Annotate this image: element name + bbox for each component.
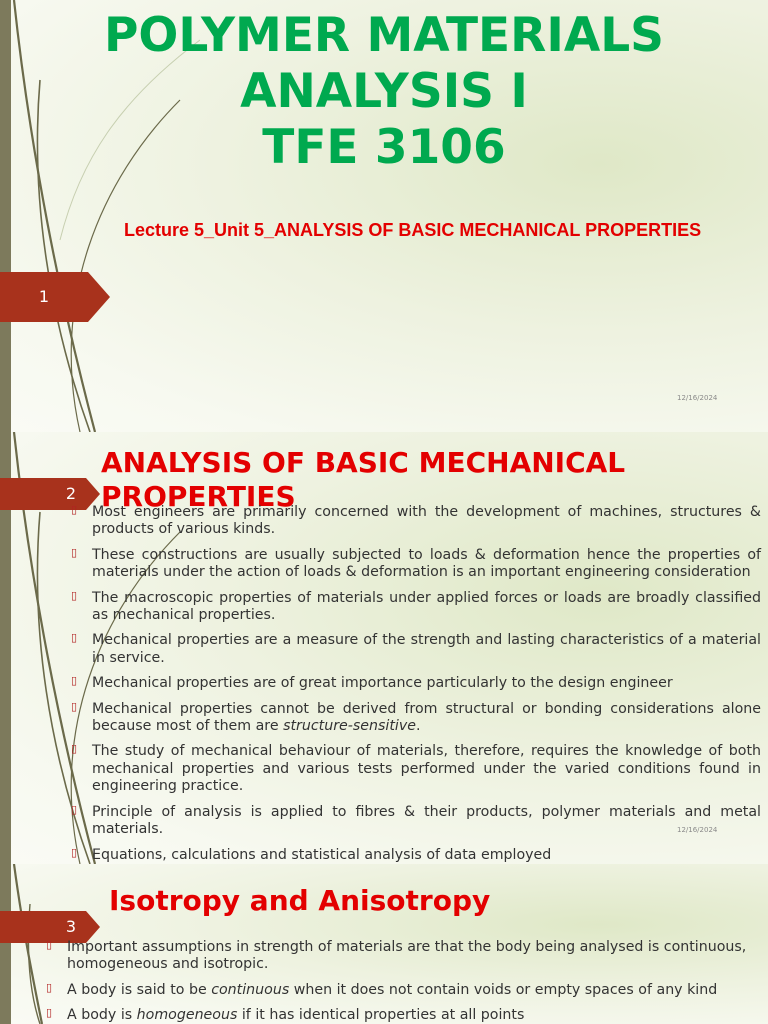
- list-item: ▯ Equations, calculations and statistical analysis of data employed: [71, 845, 552, 863]
- slide-title: ANALYSIS OF BASIC MECHANICAL PROPERTIES: [101, 446, 626, 513]
- bullet-marker: ▯: [71, 503, 78, 516]
- list-item: ▯ Most engineers are primarily concerned with the development of machines, structures & products of various kinds.: [71, 503, 761, 538]
- bullet-marker: ▯: [71, 588, 78, 602]
- bullet-marker: ▯: [71, 699, 78, 713]
- list-item: ▯ The macroscopic properties of materials under applied forces or loads are broadly classified as mechanical properties.: [71, 588, 761, 624]
- list-item: ▯ A body is said to be continuous when it does not contain voids or empty spaces of any kind: [46, 980, 718, 998]
- slide-title: [0, 8, 768, 176]
- slide-2: [0, 432, 768, 864]
- bullet-marker: ▯: [71, 802, 78, 816]
- list-item: ▯ A body is homogeneous if it has identical properties at all points: [46, 1006, 525, 1024]
- bullet-marker: ▯: [71, 845, 78, 859]
- list-item: ▯ The study of mechanical behaviour of materials, therefore, requires the knowledge of both mechanical properties and various tests performed under the varied conditions found in engineering practice.: [71, 742, 761, 795]
- slide-date: 12/16/2024: [677, 394, 718, 402]
- slide-date: 12/16/2024: [677, 826, 718, 834]
- lecture-subtitle: Lecture 5_Unit 5_ANALYSIS OF BASIC MECHANICAL PROPERTIES: [124, 220, 702, 240]
- slide-number: 1: [38, 287, 50, 306]
- bullet-marker: ▯: [46, 980, 53, 994]
- bullet-marker: ▯: [71, 742, 78, 756]
- list-item: ▯ Important assumptions in strength of materials are that the body being analysed is continuous, homogeneous and isotropic.: [46, 938, 747, 973]
- bullet-marker: ▯: [71, 631, 78, 645]
- slide-3: [0, 864, 768, 1024]
- slide-number: 2: [65, 484, 77, 503]
- bullet-marker: ▯: [46, 1006, 53, 1020]
- list-item: ▯ Principle of analysis is applied to fibres & their products, polymer materials and metal materials.: [71, 802, 761, 838]
- title-line-3: TFE 3106: [262, 120, 506, 175]
- bullet-marker: ▯: [71, 674, 78, 688]
- slide-title: Isotropy and Anisotropy: [109, 884, 491, 917]
- list-item: ▯ Mechanical properties are of great importance particularly to the design engineer: [71, 674, 673, 692]
- bullet-marker: ▯: [46, 938, 53, 951]
- bullet-list: [46, 938, 761, 1024]
- bullet-list: [71, 503, 761, 864]
- list-item: ▯ These constructions are usually subjected to loads & deformation hence the properties of materials under the action of loads & deformation is an important engineering consideration: [71, 545, 761, 581]
- list-item: ▯ Mechanical properties are a measure of the strength and lasting characteristics of a material in service.: [71, 631, 761, 666]
- title-line-1: POLYMER MATERIALS: [103, 8, 664, 63]
- list-item: ▯ Mechanical properties cannot be derived from structural or bonding considerations alone because most of them are structure-sensitive.: [71, 699, 761, 735]
- slide-number-badge: [0, 272, 110, 322]
- title-line-2: ANALYSIS I: [240, 64, 528, 119]
- slide-number: 3: [65, 917, 77, 936]
- slide-1: [0, 0, 768, 432]
- bullet-marker: ▯: [71, 545, 78, 559]
